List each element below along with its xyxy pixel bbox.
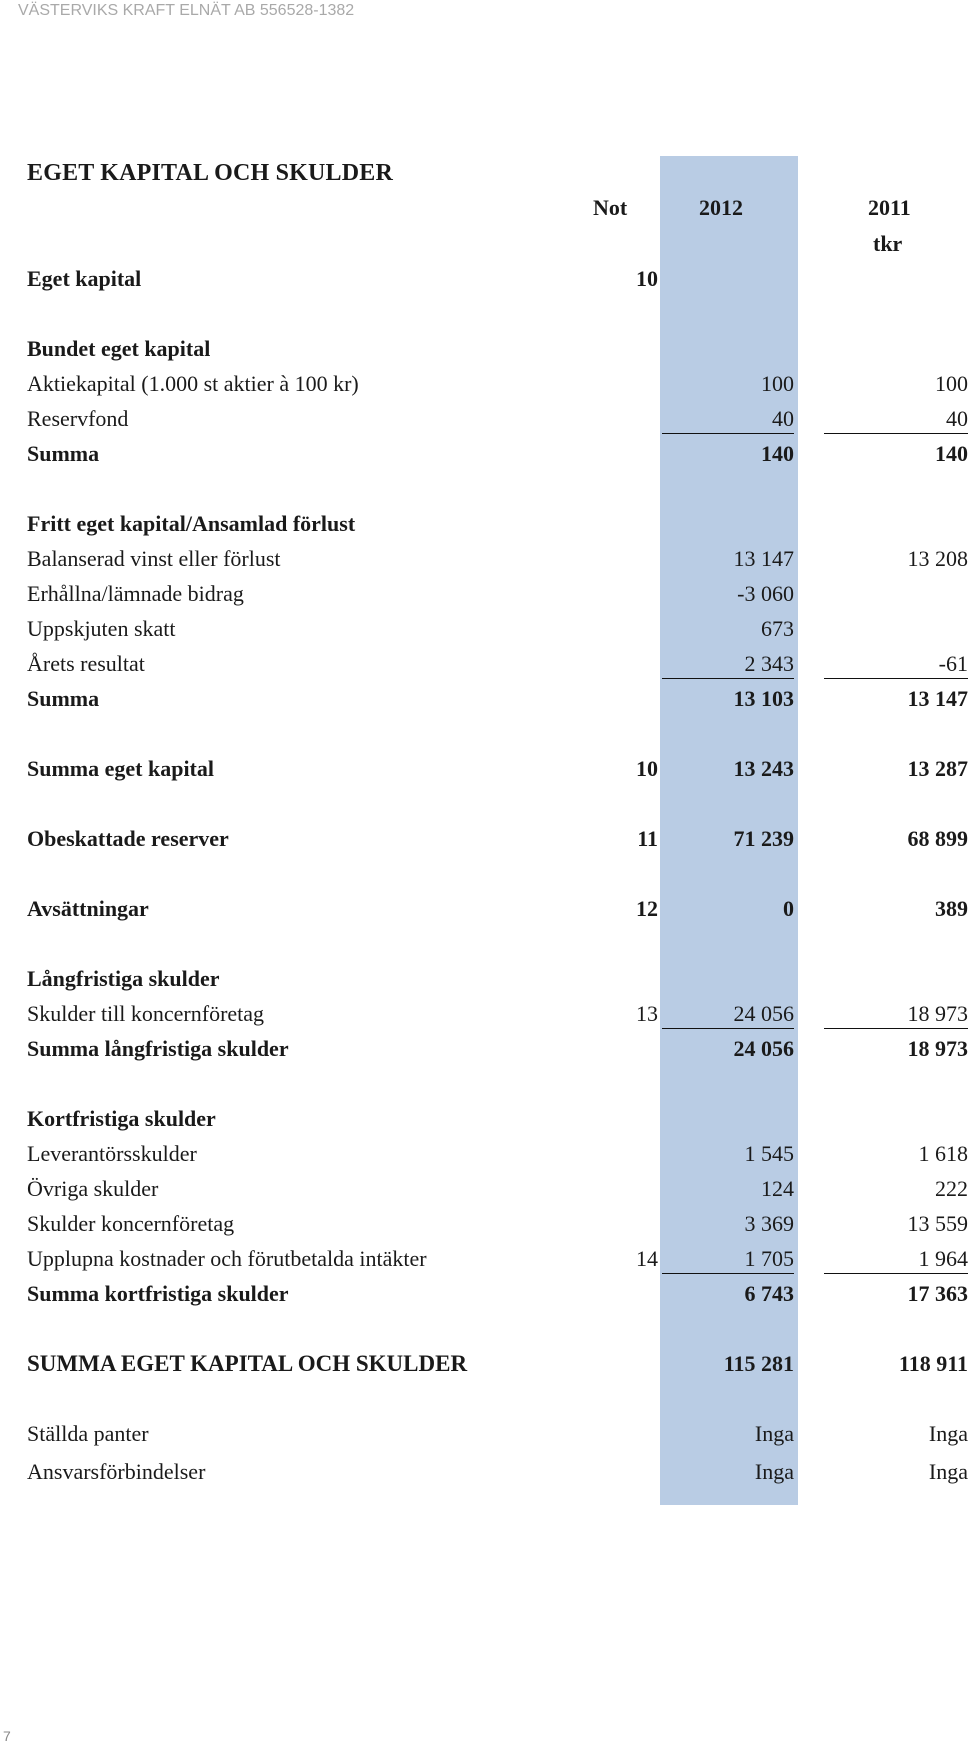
- row-label: Eget kapital: [27, 266, 142, 291]
- row-note: 10: [636, 266, 658, 291]
- row-label: Årets resultat: [27, 651, 145, 676]
- value-2011: 17 363: [907, 1281, 968, 1306]
- table-row: [0, 264, 960, 294]
- row-label: Erhållna/lämnade bidrag: [27, 581, 244, 606]
- table-row: [0, 1349, 968, 1379]
- value-2011: 100: [935, 371, 968, 396]
- value-2011: Inga: [928, 1421, 968, 1446]
- value-2011: 222: [935, 1176, 968, 1201]
- row-note: 11: [637, 826, 658, 851]
- value-2012: 13 147: [733, 546, 794, 571]
- value-2012: 13 103: [733, 686, 794, 711]
- row-label: Summa eget kapital: [27, 756, 214, 781]
- company-header: VÄSTERVIKS KRAFT ELNÄT AB 556528-1382: [18, 2, 355, 19]
- value-2011: 1 964: [824, 1244, 968, 1274]
- value-2012: Inga: [754, 1421, 794, 1446]
- value-2012: 71 239: [733, 826, 794, 851]
- value-2011: 18 973: [824, 999, 968, 1029]
- row-label: Leverantörsskulder: [27, 1141, 197, 1166]
- value-2012: Inga: [754, 1459, 794, 1484]
- row-label: Ställda panter: [27, 1421, 149, 1446]
- row-label: Aktiekapital (1.000 st aktier à 100 kr): [27, 371, 359, 396]
- row-label: Fritt eget kapital/Ansamlad förlust: [27, 511, 356, 536]
- column-header-unit: tkr: [873, 231, 903, 256]
- value-2011: 18 973: [907, 1036, 968, 1061]
- table-row: [0, 579, 960, 609]
- column-header-2012: 2012: [699, 195, 743, 220]
- row-note: 14: [636, 1246, 658, 1271]
- table-row: [0, 1279, 968, 1309]
- table-row: [0, 684, 968, 714]
- table-row: [0, 1139, 968, 1169]
- row-label: Uppskjuten skatt: [27, 616, 176, 641]
- row-label: Skulder koncernföretag: [27, 1211, 235, 1236]
- row-label: Summa: [27, 686, 100, 711]
- value-2012: 673: [761, 616, 794, 641]
- table-row: [0, 1209, 968, 1239]
- value-2012: 2 343: [662, 649, 794, 679]
- value-2011: 40: [824, 404, 968, 434]
- table-row: [0, 1034, 968, 1064]
- row-label: Summa långfristiga skulder: [27, 1036, 289, 1061]
- row-label: Övriga skulder: [27, 1176, 159, 1201]
- row-label: Kortfristiga skulder: [27, 1106, 216, 1131]
- row-label: Långfristiga skulder: [27, 966, 220, 991]
- value-2012: 13 243: [733, 756, 794, 781]
- row-label: Balanserad vinst eller förlust: [27, 546, 281, 571]
- table-row: [0, 369, 968, 399]
- table-row: [0, 1104, 960, 1134]
- row-label: Avsättningar: [27, 896, 149, 921]
- value-2012: 3 369: [744, 1211, 794, 1236]
- table-row: [0, 999, 968, 1029]
- row-note: 12: [636, 896, 658, 921]
- value-2012: 6 743: [744, 1281, 794, 1306]
- value-2011: 140: [935, 441, 968, 466]
- table-row: [0, 894, 968, 924]
- row-label: Upplupna kostnader och förutbetalda intäkter: [27, 1246, 427, 1271]
- table-row: [0, 1457, 968, 1487]
- row-label: Bundet eget kapital: [27, 336, 211, 361]
- column-header-note: Not: [593, 195, 628, 220]
- row-label: Summa kortfristiga skulder: [27, 1281, 289, 1306]
- value-2011: 13 147: [907, 686, 968, 711]
- table-row: [0, 964, 960, 994]
- table-row: [0, 544, 968, 574]
- table-row: [0, 754, 968, 784]
- value-2012: 24 056: [662, 999, 794, 1029]
- page-title: EGET KAPITAL OCH SKULDER: [27, 160, 393, 186]
- value-2012: 1 545: [744, 1141, 794, 1166]
- row-label: Skulder till koncernföretag: [27, 1001, 265, 1026]
- row-label: Reservfond: [27, 406, 129, 431]
- value-2011: 118 911: [898, 1351, 968, 1376]
- page-number: 7: [3, 1728, 11, 1744]
- table-row: [0, 404, 968, 434]
- value-2012: 124: [761, 1176, 794, 1201]
- value-2011: 389: [935, 896, 968, 921]
- value-2011: 1 618: [918, 1141, 968, 1166]
- value-2012: 100: [761, 371, 794, 396]
- value-2012: 40: [662, 404, 794, 434]
- value-2012: 115 281: [723, 1351, 794, 1376]
- row-label: Ansvarsförbindelser: [27, 1459, 206, 1484]
- table-row: [0, 824, 968, 854]
- table-row: [0, 439, 968, 469]
- value-2011: -61: [824, 649, 968, 679]
- value-2012: 140: [761, 441, 794, 466]
- row-note: 10: [636, 756, 658, 781]
- value-2011: Inga: [928, 1459, 968, 1484]
- table-row: [0, 614, 960, 644]
- row-label: Summa: [27, 441, 100, 466]
- value-2011: 13 287: [907, 756, 968, 781]
- value-2012: 1 705: [662, 1244, 794, 1274]
- column-header-2011: 2011: [868, 195, 911, 220]
- value-2011: 68 899: [907, 826, 968, 851]
- row-label: SUMMA EGET KAPITAL OCH SKULDER: [27, 1351, 468, 1376]
- row-note: 13: [636, 1001, 658, 1026]
- value-2012: 24 056: [733, 1036, 794, 1061]
- table-row: [0, 509, 960, 539]
- value-2012: -3 060: [737, 581, 794, 606]
- table-row: [0, 1244, 968, 1274]
- value-2011: 13 559: [907, 1211, 968, 1236]
- table-row: [0, 649, 968, 679]
- row-label: Obeskattade reserver: [27, 826, 229, 851]
- table-row: [0, 334, 960, 364]
- value-2012: 0: [783, 896, 794, 921]
- table-row: [0, 1419, 968, 1449]
- table-row: [0, 1174, 968, 1204]
- value-2011: 13 208: [907, 546, 968, 571]
